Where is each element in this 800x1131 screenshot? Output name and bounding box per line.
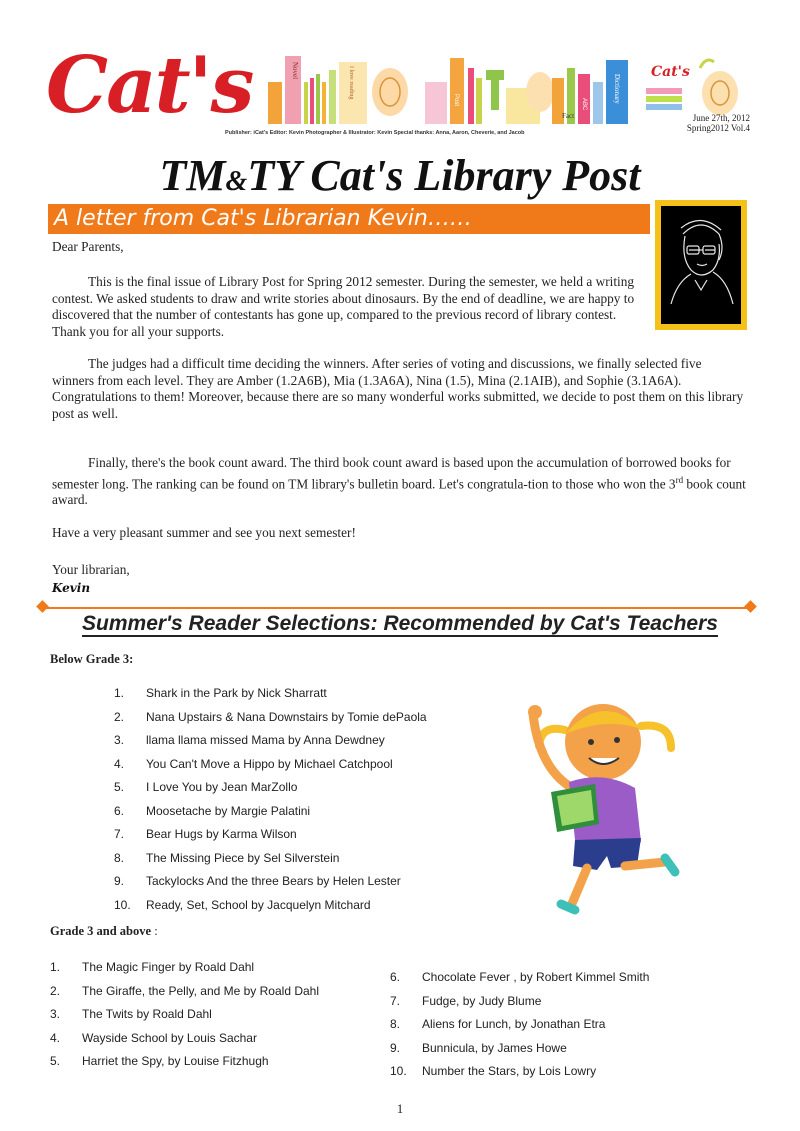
book-number: 9. bbox=[390, 1040, 401, 1055]
book-number: 7. bbox=[390, 993, 401, 1008]
book-number: 1. bbox=[114, 686, 125, 700]
letter-paragraph-3 bbox=[52, 455, 746, 509]
book-number: 5. bbox=[50, 1054, 61, 1068]
book-title: Harriet the Spy, by Louise Fitzhugh bbox=[82, 1054, 269, 1068]
book-list-item bbox=[114, 898, 514, 922]
book-list-item bbox=[50, 1007, 380, 1031]
book-title: Moosetache by Margie Palatini bbox=[146, 803, 311, 818]
book-title: Bear Hugs by Karma Wilson bbox=[146, 827, 297, 841]
book-title: Wayside School by Louis Sachar bbox=[82, 1030, 257, 1045]
credits-line: Publisher: iCat's Editor: Kevin Photographer & Illustrator: Kevin Special thanks: Anna, Aaron, Cheverie, and Jacob bbox=[225, 130, 525, 136]
divider-diamond-right bbox=[744, 600, 757, 613]
title-amp: & bbox=[225, 166, 248, 197]
book-list-item bbox=[114, 804, 514, 828]
book-number: 5. bbox=[114, 780, 125, 794]
svg-text:I love reading: I love reading bbox=[348, 66, 354, 100]
section-divider bbox=[42, 607, 754, 609]
book-list-item bbox=[50, 984, 380, 1008]
book-list-item bbox=[390, 970, 710, 994]
letter-paragraph-4: Have a very pleasant summer and see you next semester! bbox=[52, 525, 356, 540]
letter-salutation: Dear Parents, bbox=[52, 239, 124, 254]
book-title: Shark in the Park by Nick Sharratt bbox=[146, 686, 327, 700]
book-list-item bbox=[114, 710, 514, 734]
book-number: 9. bbox=[114, 874, 125, 888]
issue-volume: Spring2012 Vol.4 bbox=[686, 123, 750, 133]
girl-reading-illustration bbox=[525, 690, 725, 920]
book-number: 6. bbox=[114, 803, 125, 818]
book-number: 2. bbox=[114, 709, 125, 724]
divider-diamond-left bbox=[36, 600, 49, 613]
letter-heading: A letter from Cat's Librarian Kevin…… bbox=[54, 206, 472, 231]
book-list-item bbox=[390, 994, 710, 1018]
book-list-item bbox=[50, 1054, 380, 1078]
grade-3-list-left bbox=[50, 960, 380, 1078]
book-list-item bbox=[390, 1041, 710, 1065]
svg-text:Novel: Novel bbox=[291, 62, 299, 80]
book-number: 6. bbox=[390, 970, 401, 984]
letter-closing: Your librarian, bbox=[52, 562, 130, 577]
book-number: 10. bbox=[390, 1064, 407, 1078]
book-number: 8. bbox=[114, 850, 125, 865]
book-title: Tackylocks And the three Bears by Helen Lester bbox=[146, 874, 401, 888]
book-title: The Magic Finger by Roald Dahl bbox=[82, 960, 255, 974]
grade-3-list-right bbox=[390, 970, 710, 1088]
letter-paragraph-3-a: Finally, there's the book count award. The third book count award is based upon the accumulation of borrowed books for semester long. The ranking can be found on TM library's bulletin board. Let's congratula-tion to those who won the 3 bbox=[52, 455, 731, 491]
book-title: Aliens for Lunch, by Jonathan Etra bbox=[422, 1017, 606, 1031]
book-list-item bbox=[390, 1064, 710, 1088]
letter-heading-bar bbox=[48, 204, 650, 234]
librarian-portrait bbox=[655, 200, 747, 330]
book-list-item bbox=[114, 874, 514, 898]
book-title: Number the Stars, by Lois Lowry bbox=[422, 1064, 597, 1078]
book-list-item bbox=[114, 780, 514, 804]
book-list-item bbox=[114, 827, 514, 851]
book-title: The Giraffe, the Pelly, and Me by Roald Dahl bbox=[82, 983, 320, 998]
below-grade-3-heading: Below Grade 3: bbox=[50, 652, 134, 666]
page-number: 1 bbox=[396, 1101, 404, 1116]
newsletter-title bbox=[0, 150, 800, 201]
book-list-item bbox=[50, 1031, 380, 1055]
book-number: 10. bbox=[114, 897, 131, 912]
book-number: 7. bbox=[114, 827, 125, 841]
librarian-signature: Kevin bbox=[52, 581, 91, 595]
book-list-item bbox=[390, 1017, 710, 1041]
book-number: 8. bbox=[390, 1017, 401, 1031]
book-title: The Missing Piece by Sel Silverstein bbox=[146, 850, 340, 865]
book-number: 2. bbox=[50, 983, 61, 998]
book-title: I Love You by Jean MarZollo bbox=[146, 780, 298, 794]
svg-text:Post: Post bbox=[453, 94, 459, 107]
book-list-item bbox=[114, 851, 514, 875]
book-title: llama llama missed Mama by Anna Dewdney bbox=[146, 733, 385, 747]
letter-paragraph-2: The judges had a difficult time deciding the winners. After series of voting and discussions, we finally selected five winners from each level. They are Amber (1.2A6B), Mia (1.3A6A), Nina (1.5), Mina (2.1AIB), and Sophie (3.1A6A). Congratulations to them! Moreover, because there are so many wonderful works submitted, we decide to post them on this library post as well. bbox=[52, 356, 744, 421]
letter-paragraph-3-b: book count award. bbox=[52, 475, 746, 508]
letter-paragraph-1: This is the final issue of Library Post for Spring 2012 semester. During the semester, we held a writing contest. We asked students to draw and write stories about dinosaurs. By the end of deadline, we are happy to discovered that the number of contestants has gone up, compared to the previous record of library contest. Thank you for all your supports. bbox=[52, 274, 635, 339]
book-list-item bbox=[50, 960, 380, 984]
cats-logo: Cat's bbox=[46, 40, 253, 131]
book-number: 4. bbox=[114, 756, 125, 771]
book-title: Bunnicula, by James Howe bbox=[422, 1040, 567, 1055]
book-number: 1. bbox=[50, 960, 61, 974]
reader-selections-title-text: Summer's Reader Selections: Recommended by Cat's Teachers bbox=[82, 612, 718, 635]
book-title: You Can't Move a Hippo by Michael Catchpool bbox=[146, 756, 393, 771]
title-part1: TM bbox=[159, 151, 226, 200]
book-title: Ready, Set, School by Jacquelyn Mitchard bbox=[146, 897, 371, 912]
grade-3-heading-text: Grade 3 and above bbox=[50, 924, 152, 938]
title-part2: TY Cat's Library Post bbox=[247, 151, 641, 200]
newsletter-banner bbox=[40, 38, 760, 138]
reader-selections-title bbox=[0, 612, 800, 636]
book-spines-illustration bbox=[40, 38, 760, 138]
below-grade-3-list bbox=[114, 686, 514, 921]
cats-logo-small: Cat's bbox=[651, 64, 690, 80]
book-title: Nana Upstairs & Nana Downstairs by Tomie dePaola bbox=[146, 709, 427, 724]
book-list-item bbox=[114, 733, 514, 757]
grade-3-and-above-heading bbox=[50, 924, 158, 939]
book-title: The Twits by Roald Dahl bbox=[82, 1007, 212, 1021]
svg-text:Fact: Fact bbox=[562, 112, 575, 120]
book-title: Chocolate Fever , by Robert Kimmel Smith bbox=[422, 970, 650, 984]
book-number: 4. bbox=[50, 1030, 61, 1045]
book-number: 3. bbox=[114, 733, 125, 747]
issue-date: June 27th, 2012 bbox=[692, 113, 750, 123]
grade-3-heading-suffix: : bbox=[151, 924, 158, 938]
letter-paragraph-3-sup: rd bbox=[675, 474, 684, 485]
book-list-item bbox=[114, 757, 514, 781]
book-number: 3. bbox=[50, 1007, 61, 1021]
svg-text:Dictionary: Dictionary bbox=[613, 74, 621, 104]
book-title: Fudge, by Judy Blume bbox=[422, 993, 542, 1008]
book-list-item bbox=[114, 686, 514, 710]
svg-text:ABC: ABC bbox=[581, 98, 587, 111]
